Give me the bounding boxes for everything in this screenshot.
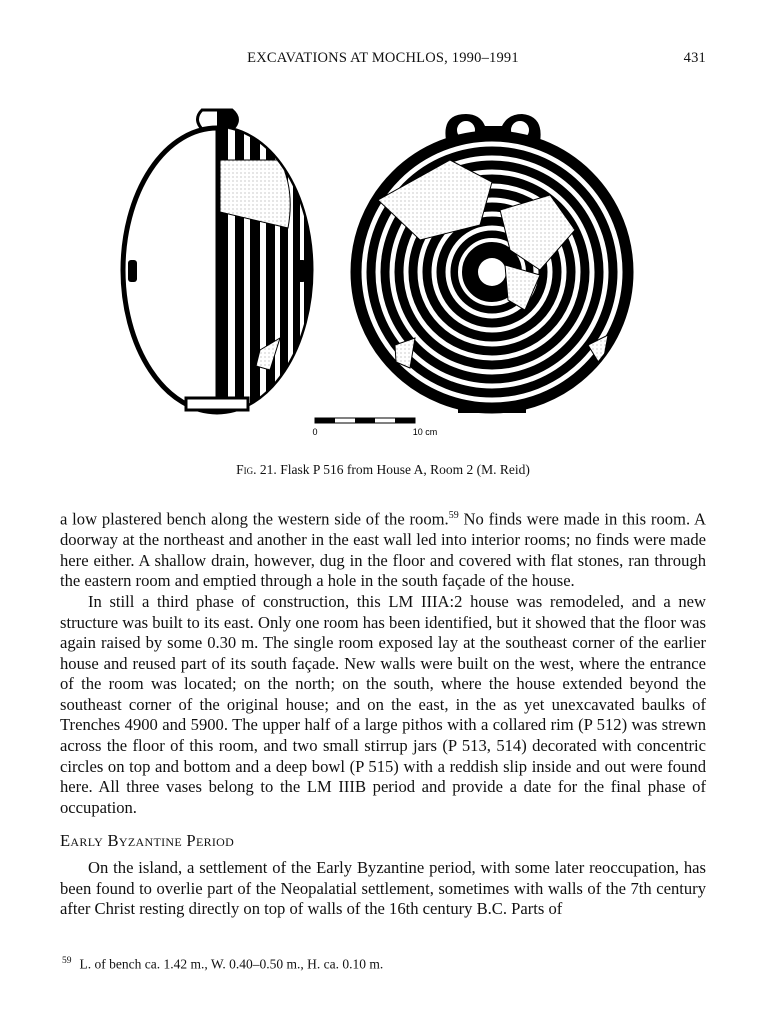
footnote-ref: 59 bbox=[448, 510, 459, 521]
scale-start-label: 0 bbox=[312, 427, 318, 437]
figure-caption bbox=[60, 462, 706, 478]
paragraph-1 bbox=[60, 506, 706, 592]
scale-end-label: 10 cm bbox=[412, 427, 438, 437]
footnote-text: L. of bench ca. 1.42 m., W. 0.40–0.50 m., H. ca. 0.10 m. bbox=[79, 956, 384, 972]
footnote bbox=[60, 956, 706, 973]
paragraph-1-rest: No finds were made in this room. A doorway at the northeast and another in the east wall led into interior rooms; no finds were made here either. A shallow drain, however, dug in the floor and covered with flat stones, ran through the eastern room and emptied through a hole in the south façade of the house. bbox=[60, 509, 706, 591]
body-text bbox=[60, 506, 706, 920]
footnote-number: 59 bbox=[62, 956, 72, 966]
section-heading: Early Byzantine Period bbox=[60, 831, 235, 851]
figure-flask-drawing bbox=[120, 100, 640, 445]
flask-illustration bbox=[120, 100, 640, 445]
running-head bbox=[60, 50, 706, 70]
running-title: EXCAVATIONS AT MOCHLOS, 1990–1991 bbox=[247, 50, 519, 66]
page-number: 431 bbox=[683, 50, 706, 66]
paragraph-3: On the island, a settlement of the Early Byzantine period, with some later reoccupation, has been found to overlie part of the Neopalatial settlement, sometimes with walls of the 7th century after Christ resting directly on top of walls of the 16th century B.C. Parts of bbox=[60, 858, 706, 919]
paragraph-1-start: a low plastered bench along the western side of the room. bbox=[60, 509, 449, 529]
caption-text: Flask P 516 from House A, Room 2 (M. Reid) bbox=[280, 462, 530, 477]
paragraph-2: In still a third phase of construction, this LM IIIA:2 house was remodeled, and a new structure was built to its east. Only one room has been identified, but it showed that the floor was again raised by some 0.30 m. The single room exposed lay at the southeast corner of the earlier house and reused part of its south façade. New walls were built on the west, where the entrance of the room was located; on the north; on the south, where the house extended beyond the southeast corner of the original house; and on the east, in the as yet unexcavated baulks of Trenches 4900 and 5900. The upper half of a large pithos with a collared rim (P 512) was strewn across the floor of this room, and two small stirrup jars (P 513, 514) decorated with concentric circles on top and bottom and a deep bowl (P 515) with a reddish slip inside and out were found here. All three vases belong to the LM IIIB period and provide a date for the final phase of occupation. bbox=[60, 591, 706, 817]
flask-side-view bbox=[123, 110, 317, 425]
flask-front-view bbox=[352, 114, 632, 413]
scale-bar bbox=[312, 418, 437, 437]
caption-label: Fig. 21. bbox=[236, 462, 277, 477]
